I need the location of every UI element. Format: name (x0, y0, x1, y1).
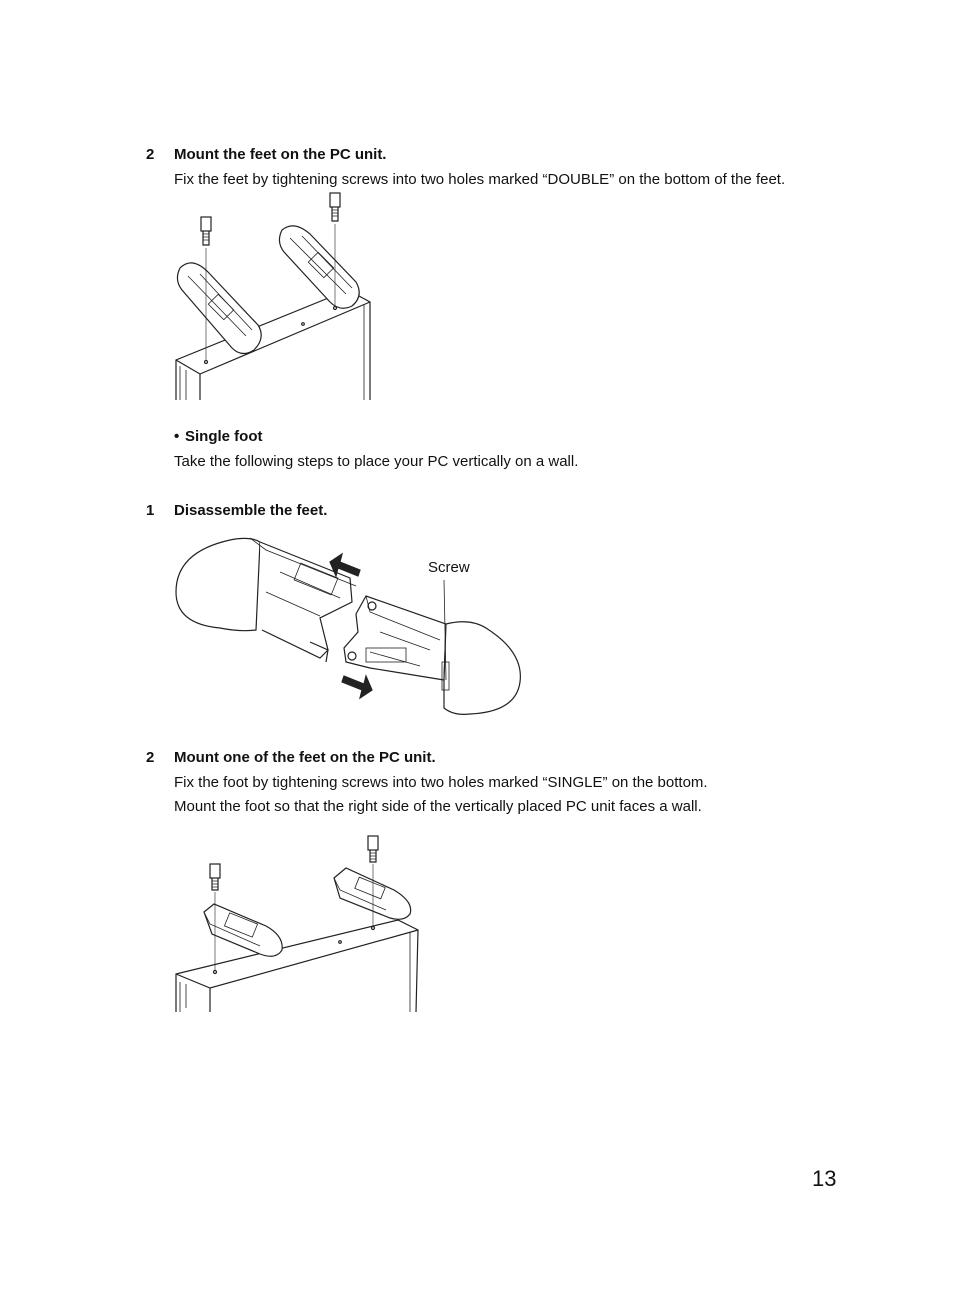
step-heading: Disassemble the feet. (174, 502, 328, 519)
page-number: 13 (812, 1166, 837, 1191)
section-intro: Take the following steps to place your PC vertically on a wall. (174, 453, 579, 470)
bullet: • (174, 428, 180, 445)
step-heading: Mount the feet on the PC unit. (174, 146, 387, 163)
single-foot-mount-figure (170, 832, 425, 1017)
step-instruction: Fix the foot by tightening screws into two holes marked “SINGLE” on the bottom. (174, 774, 708, 791)
step-number: 2 (146, 749, 155, 766)
section-heading: Single foot (185, 428, 263, 445)
step-heading: Mount one of the feet on the PC unit. (174, 749, 436, 766)
step-instruction: Fix the feet by tightening screws into two holes marked “DOUBLE” on the bottom of the feet. (174, 171, 786, 188)
step-number: 1 (146, 502, 155, 519)
step-instruction: Mount the foot so that the right side of the vertically placed PC unit faces a wall. (174, 798, 702, 815)
screw-callout: Screw (428, 559, 470, 576)
double-feet-mount-figure (170, 190, 380, 405)
disassemble-feet-figure (170, 532, 530, 720)
step-number: 2 (146, 146, 155, 163)
